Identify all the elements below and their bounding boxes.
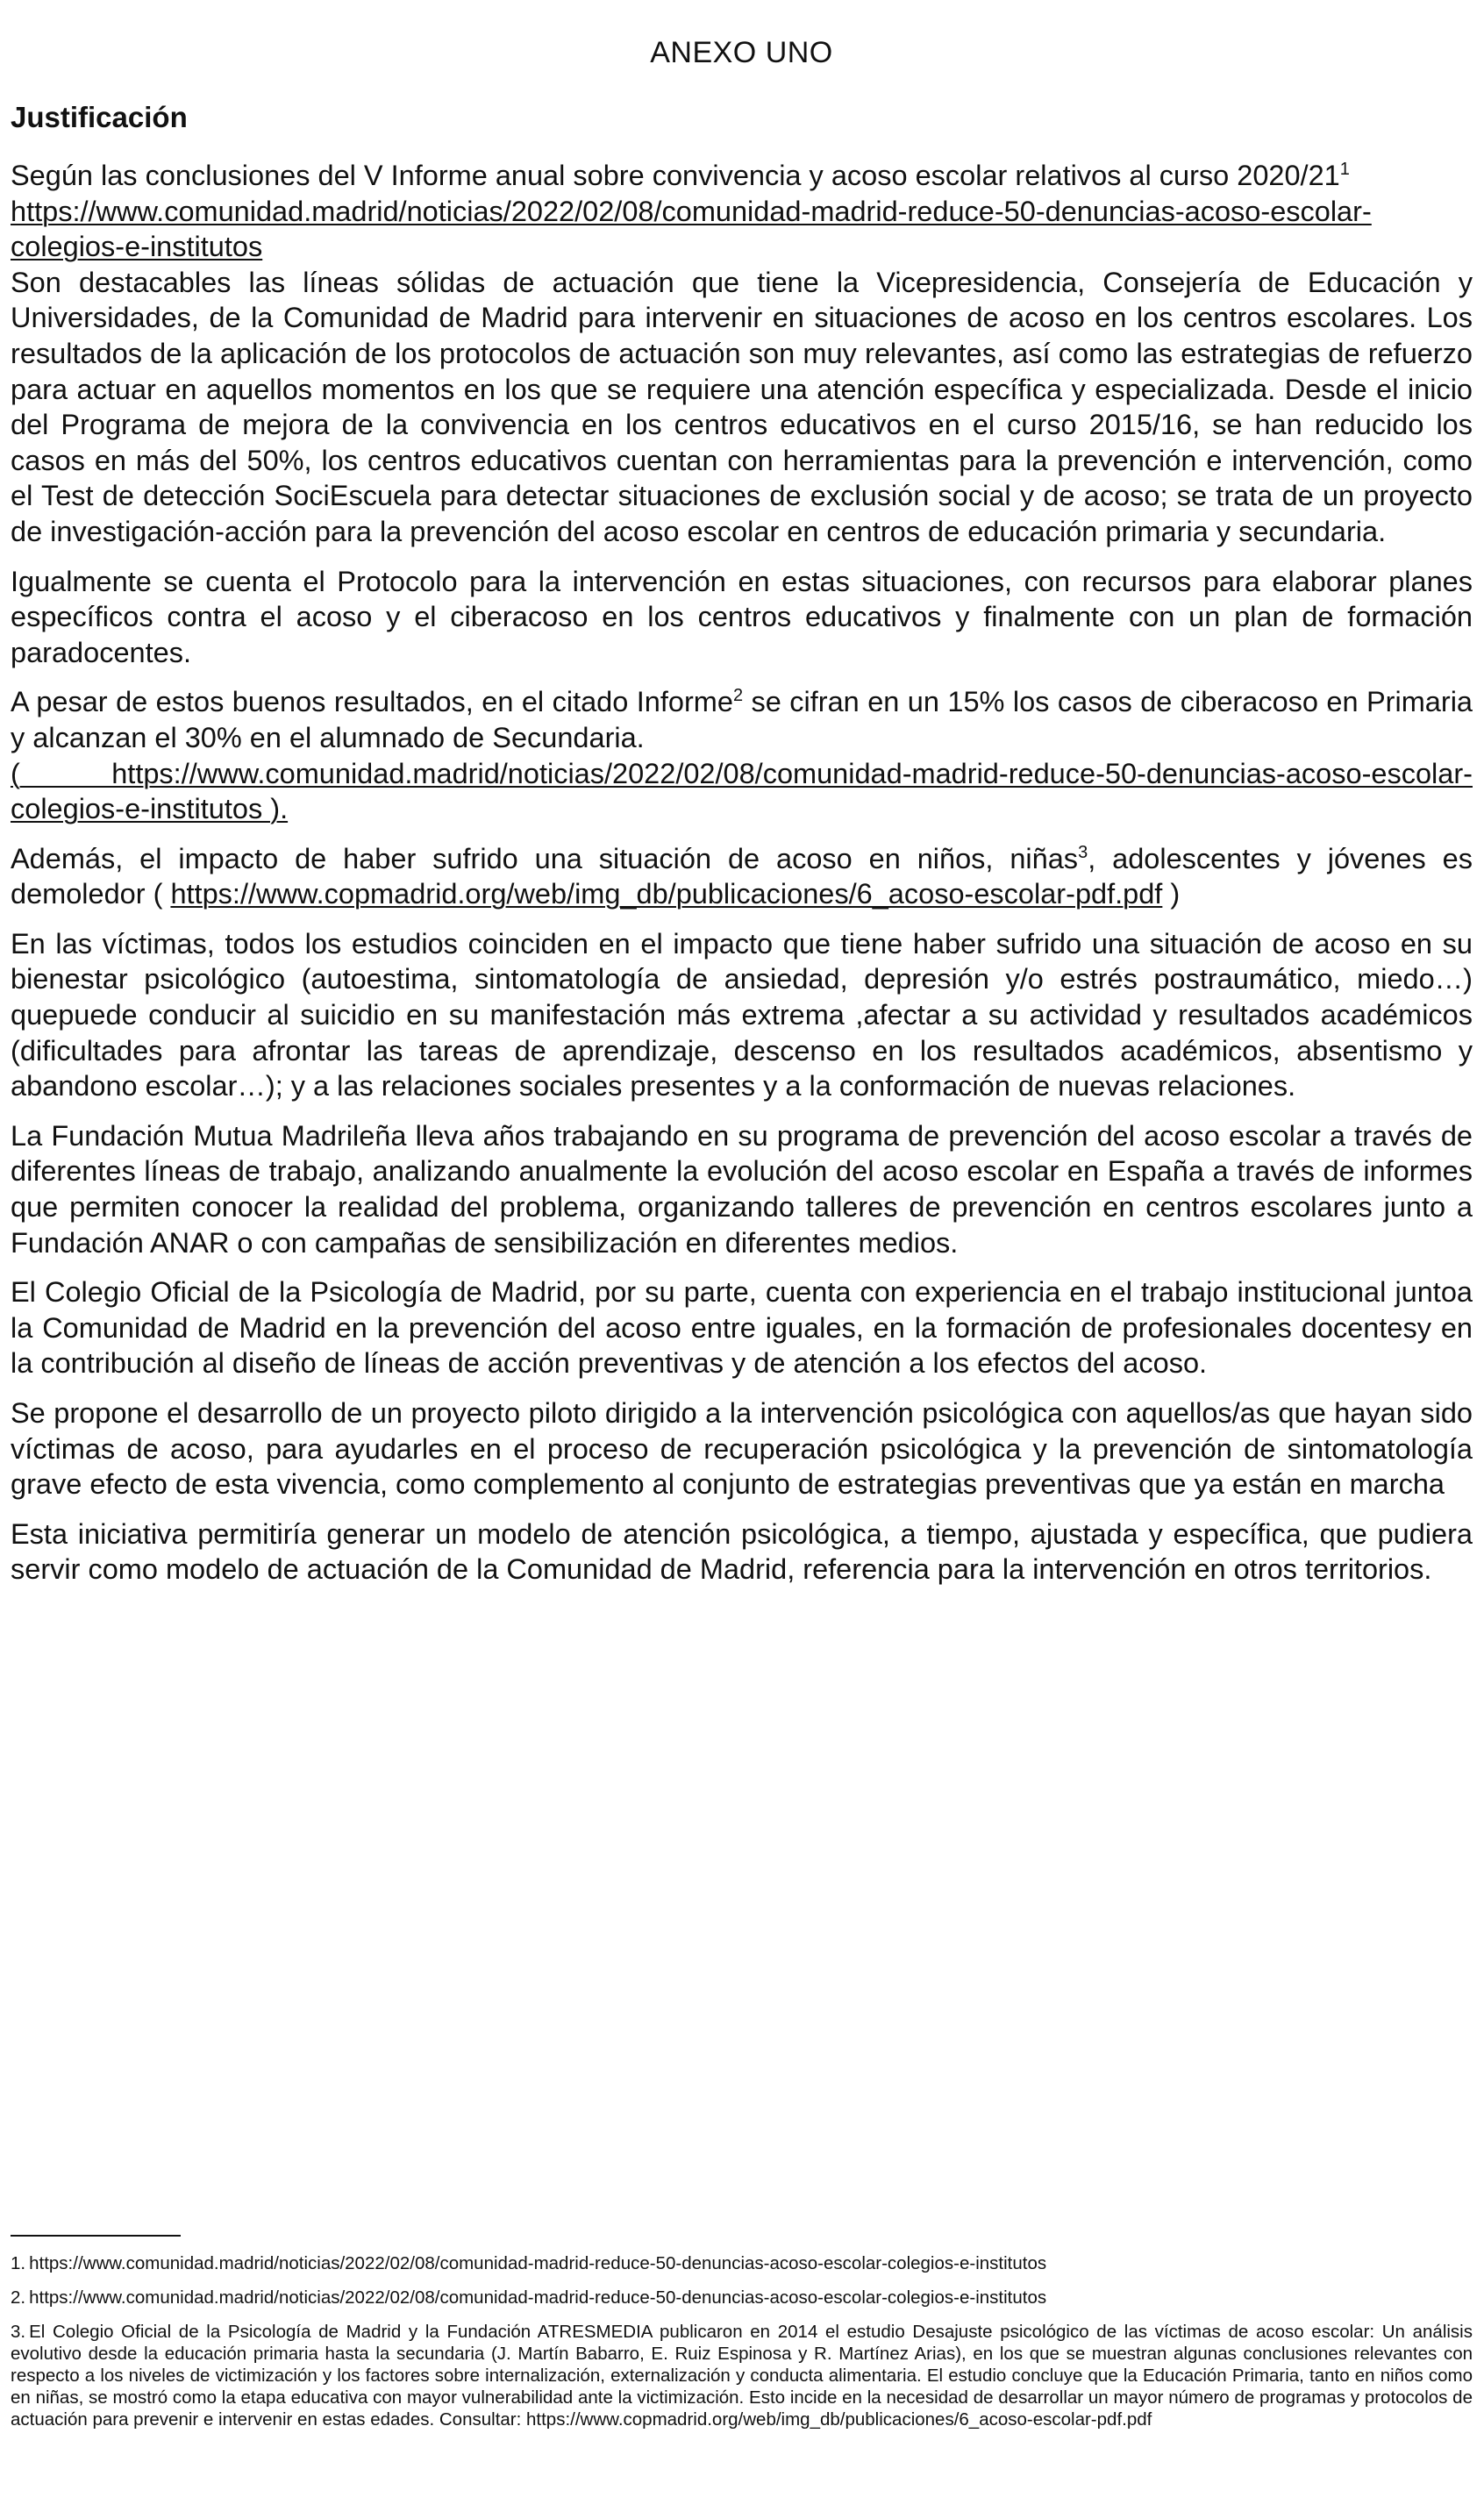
footnote-ref-1[interactable]: 1 (1339, 160, 1350, 180)
intro-paragraph (11, 158, 1473, 265)
footnote-2-text: https://www.comunidad.madrid/noticias/2022/02/08/comunidad-madrid-reduce-50-denuncias-acoso-escolar-colegios-e-institutos (29, 2287, 1047, 2308)
paragraph-4 (11, 841, 1473, 912)
paragraph-4-text: Además, el impacto de haber sufrido una situación de acoso en niños, niñas (11, 842, 1079, 874)
footnote-2-number: 2. (11, 2287, 26, 2308)
document-page (11, 35, 1473, 1602)
section-heading: Justificación (11, 101, 188, 133)
footnote-2 (11, 2287, 1473, 2308)
footnote-divider (11, 2235, 181, 2237)
paragraph-7: El Colegio Oficial de la Psicología de Madrid, por su parte, cuenta con experiencia en el trabajo institucional juntoa la Comunidad de Madrid en la prevención del acoso entre iguales, en la formación de profesionales docentesy en la contribución al diseño de líneas de acción preventivas y de atención a los efectos del acoso. (11, 1276, 1473, 1380)
paragraph-2: Igualmente se cuenta el Protocolo para la intervención en estas situaciones, con recursos para elaborar planes específicos contra el acoso y el ciberacoso en los centros educativos y finalmente con un plan de formación paradocentes. (11, 565, 1473, 668)
paragraph-4-link[interactable]: https://www.copmadrid.org/web/img_db/publicaciones/6_acoso-escolar-pdf.pdf (170, 878, 1163, 910)
footnote-ref-2[interactable]: 2 (732, 686, 744, 706)
paragraph-3-link[interactable]: ( https://www.comunidad.madrid/noticias/2022/02/08/comunidad-madrid-reduce-50-denuncias-acoso-escolar-colegios-e-institutos ). (11, 757, 1473, 825)
paragraph-3-text-cont: se cifran en un 15% los casos de ciberacoso en Primaria y alcanzan el 30% en el alumnado de Secundaria. (11, 686, 1473, 753)
paragraph-8: Se propone el desarrollo de un proyecto piloto dirigido a la intervención psicológica con aquellos/as que hayan sido víctimas de acoso, para ayudarles en el proceso de recuperación psicológica y la prevención de sintomatología grave efecto de esta vivencia, como complemento al conjunto de estrategias preventivas que ya están en marcha (11, 1397, 1473, 1501)
paragraph-9: Esta iniciativa permitiría generar un modelo de atención psicológica, a tiempo, ajustada y específica, que pudiera servir como modelo de actuación de la Comunidad de Madrid, referencia para la intervención en otros territorios. (11, 1517, 1473, 1586)
paragraph-1: Son destacables las líneas sólidas de actuación que tiene la Vicepresidencia, Consejería de Educación y Universidades, de la Comunidad de Madrid para intervenir en situaciones de acoso en los centros escolares. Los resultados de la aplicación de los protocolos de actuación son muy relevantes, así como las estrategias de refuerzo para actuar en aquellos momentos en los que se requiere una atención específica y especializada. Desde el inicio del Programa de mejora de la convivencia en los centros educativos en el curso 2015/16, se han reducido los casos en más del 50%, los centros educativos cuentan con herramientas para la prevención e intervención, como el Test de detección SociEscuela para detectar situaciones de exclusión social y de acoso; se trata de un proyecto de investigación-acción para la prevención del acoso escolar en centros de educación primaria y secundaria. (11, 266, 1473, 547)
footnote-3-number: 3. (11, 2322, 26, 2342)
intro-text: Según las conclusiones del V Informe anual sobre convivencia y acoso escolar relativos al curso 2020/21 (11, 160, 1340, 191)
paragraph-4-end: ) (1162, 878, 1181, 910)
intro-link[interactable]: https://www.comunidad.madrid/noticias/2022/02/08/comunidad-madrid-reduce-50-denuncias-acoso-escolar-colegios-e-institutos (11, 195, 1372, 263)
document-title: ANEXO UNO (650, 36, 833, 69)
paragraph-6: La Fundación Mutua Madrileña lleva años trabajando en su programa de prevención del acoso escolar a través de diferentes líneas de trabajo, analizando anualmente la evolución del acoso escolar en España a través de informes que permiten conocer la realidad del problema, organizando talleres de prevención en centros escolares junto a Fundación ANAR o con campañas de sensibilización en diferentes medios. (11, 1119, 1473, 1259)
footnote-3-text: El Colegio Oficial de la Psicología de Madrid y la Fundación ATRESMEDIA publicaron en 2014 el estudio Desajuste psicológico de las víctimas de acoso escolar: Un análisis evolutivo desde la educación primaria hasta la secundaria (J. Martín Babarro, E. Ruiz Espinosa y R. Martínez Arias), en los que se muestran algunas conclusiones relevantes con respecto a los niveles de victimización y los factores sobre internalización, externalización y conducta alimentaria. El estudio concluye que la Educación Primaria, tanto en niños como en niñas, se mostró como la etapa educativa con mayor vulnerabilidad ante la victimización. Esto incide en la necesidad de desarrollar un mayor número de programas y protocolos de actuación para prevenir e intervenir en estas edades. Consultar: https://www.copmadrid.org/web/img_db/publicaciones/6_acoso-escolar-pdf.pdf (11, 2322, 1473, 2430)
footnote-ref-3[interactable]: 3 (1078, 842, 1088, 862)
paragraph-3 (11, 684, 1473, 826)
footnote-1 (11, 2252, 1473, 2274)
paragraph-5: En las víctimas, todos los estudios coinciden en el impacto que tiene haber sufrido una situación de acoso en su bienestar psicológico (autoestima, sintomatología de ansiedad, depresión y/o estrés postraumático, miedo…) quepuede conducir al suicidio en su manifestación más extrema ,afectar a su actividad y resultados académicos (dificultades para afrontar las tareas de aprendizaje, descenso en los resultados académicos, absentismo y abandono escolar…); y a las relaciones sociales presentes y a la conformación de nuevas relaciones. (11, 927, 1473, 1103)
footnote-1-text: https://www.comunidad.madrid/noticias/2022/02/08/comunidad-madrid-reduce-50-denuncias-acoso-escolar-colegios-e-institutos (29, 2253, 1047, 2273)
footnote-3 (11, 2321, 1473, 2430)
footnote-1-number: 1. (11, 2253, 26, 2273)
paragraph-4-text-cont: , adolescentes y jóvenes es demoledor ( (11, 842, 1473, 910)
footnotes-section (11, 2235, 1473, 2443)
paragraph-3-text: A pesar de estos buenos resultados, en el citado Informe (11, 686, 733, 718)
